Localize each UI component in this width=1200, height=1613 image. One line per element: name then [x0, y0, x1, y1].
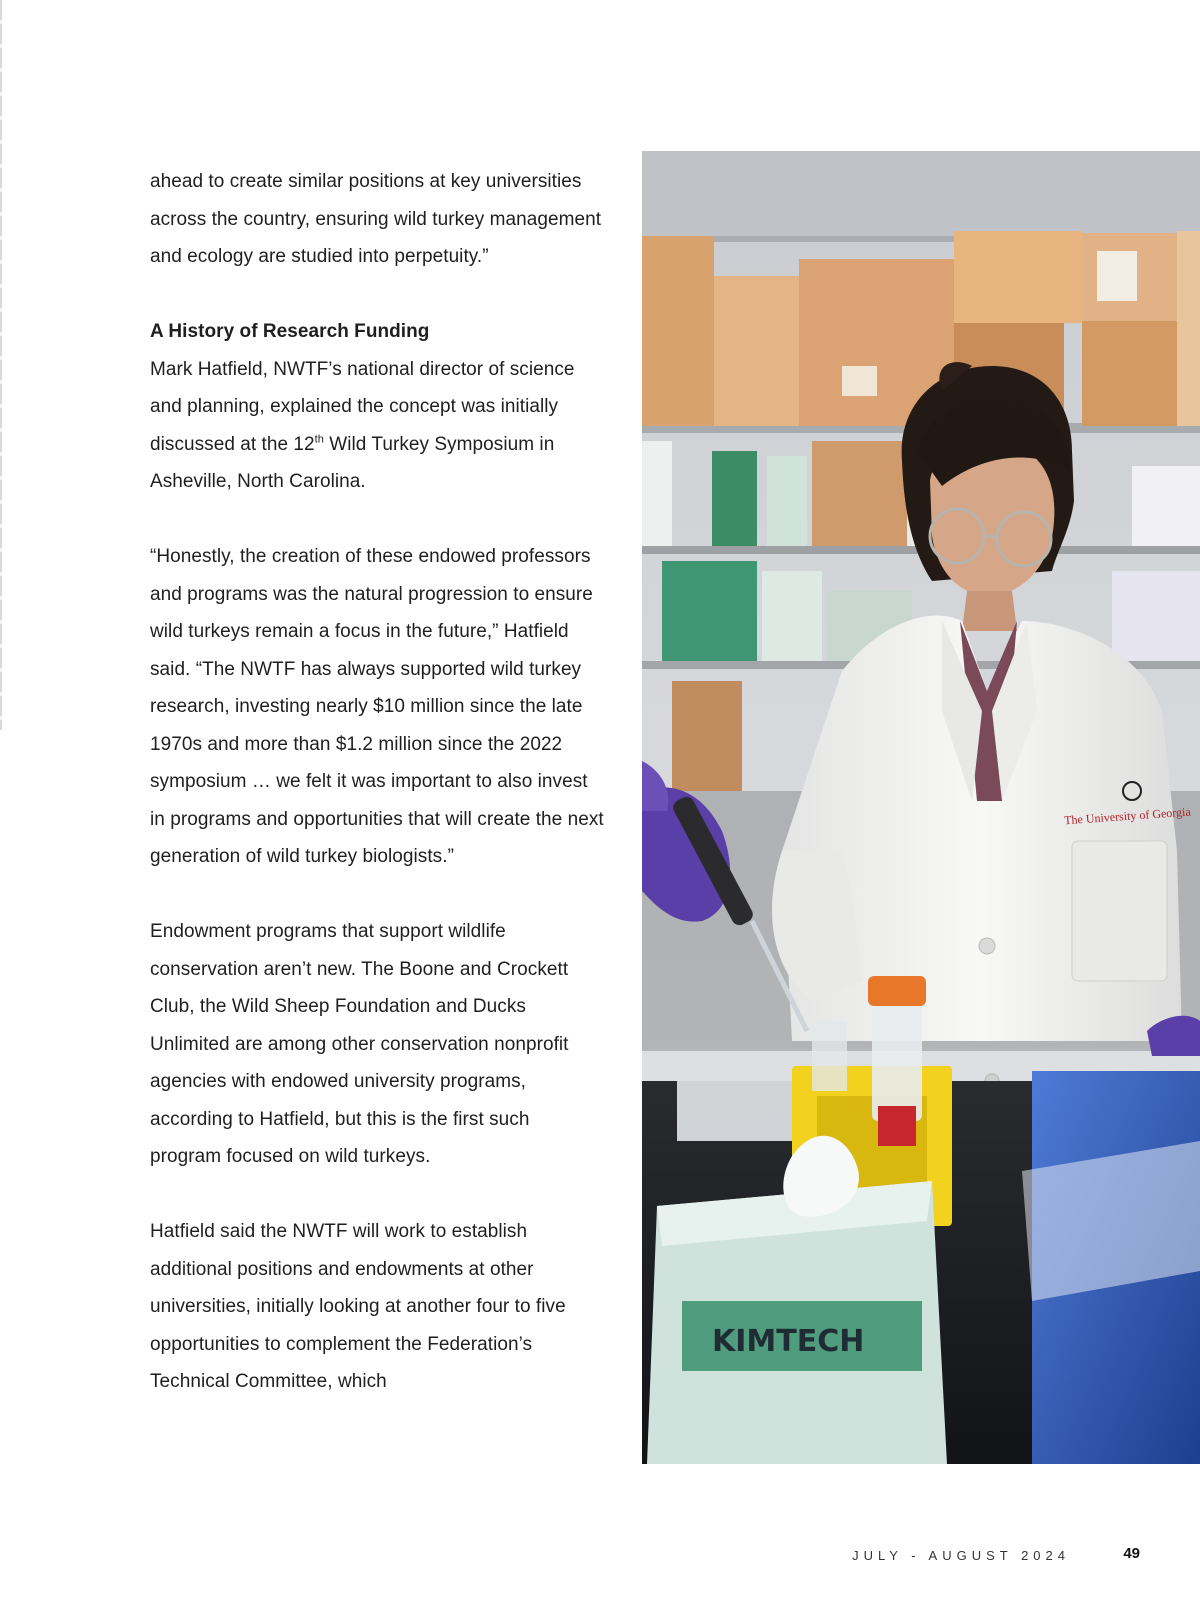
footer-issue-date: JULY - AUGUST 2024 [852, 1548, 1070, 1563]
supply-box [1112, 571, 1200, 661]
kimtech-label: KIMTECH [712, 1324, 865, 1359]
future-plans-paragraph: Hatfield said the NWTF will work to establish additional positions and endowments at other universities, initially looking at another four to five opportunities to complement the Federation’s Technical Committee, which [150, 1221, 566, 1392]
centrifuge-tube [872, 991, 922, 1121]
box-label [1097, 251, 1137, 301]
cardboard-box [1177, 231, 1200, 426]
article-body [150, 163, 605, 1401]
supply-box [767, 456, 807, 546]
neck [962, 591, 1017, 631]
coat-logo: The University of Georgia [1063, 804, 1192, 828]
red-sample [878, 1106, 916, 1146]
supply-box [1132, 466, 1200, 546]
ceiling-band [642, 151, 1200, 236]
coat-pocket [1072, 841, 1167, 981]
supply-box-green [662, 561, 757, 661]
ordinal-superscript: th [314, 433, 324, 446]
paragraph-text-end: Wild Turkey Symposium in Asheville, North Carolina. [150, 433, 555, 492]
microplate [677, 1081, 797, 1141]
box-label [842, 366, 877, 396]
cardboard-box [954, 231, 1082, 323]
supply-box [762, 571, 822, 661]
cardboard-box [642, 236, 714, 426]
quote-paragraph: “Honestly, the creation of these endowed professors and programs was the natural progression to ensure wild turkeys remain a focus in the future,” Hatfield said. “The NWTF has always supported wild turkey research, investing nearly $10 million since the late 1970s and more than $1.2 million since the 2022 symposium … we felt it was important to also invest in programs and opportunities that will create the next generation of wild turkey biologists.” [150, 546, 604, 867]
supply-box [812, 441, 907, 546]
paragraph-continuation: ahead to create similar positions at key universities across the country, ensuring wild turkey management and ecology are studied into perpetuity.” [150, 171, 602, 267]
lab-researcher-photo [642, 151, 1200, 1464]
supply-box [642, 441, 672, 546]
coat-button [979, 938, 995, 954]
section-paragraph [150, 313, 605, 501]
orange-tube-cap [868, 976, 926, 1006]
paragraph-text-start: Mark Hatfield, NWTF’s national director of science and planning, explained the concept was initially discussed at the 12 [150, 358, 575, 455]
supply-box-green [712, 451, 757, 546]
cardboard-box [1082, 321, 1177, 426]
small-tube [812, 1021, 847, 1091]
page-number: 49 [1123, 1545, 1140, 1562]
cardboard-box [714, 276, 799, 426]
endowment-paragraph: Endowment programs that support wildlife conservation aren’t new. The Boone and Crockett Club, the Wild Sheep Foundation and Ducks Unlimited are among other conservation nonprofit agencies with endowed university programs, according to Hatfield, but this is the first such program focused on wild turkeys. [150, 921, 569, 1167]
cardboard-box [672, 681, 742, 791]
page-edge-decoration [0, 0, 2, 730]
glasses-bridge [984, 536, 997, 537]
section-heading: A History of Research Funding [150, 321, 430, 342]
